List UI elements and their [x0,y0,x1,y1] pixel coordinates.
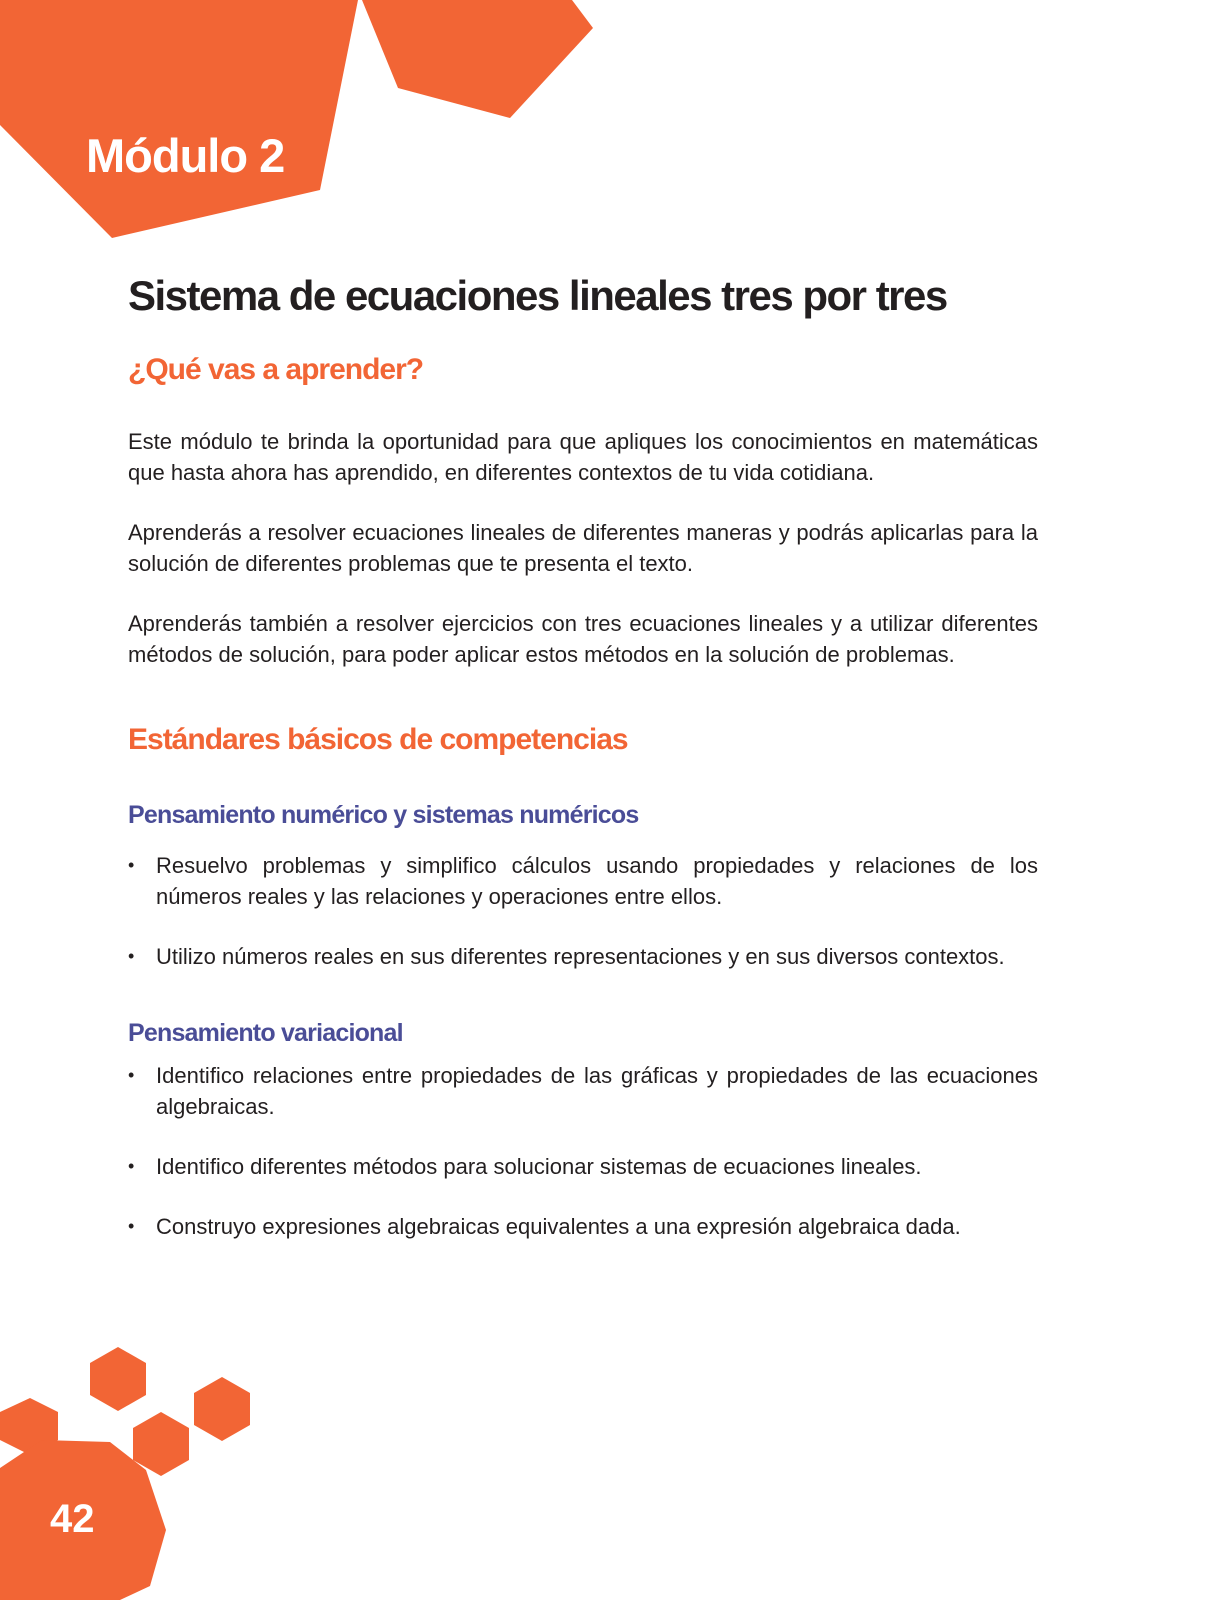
standards-list [128,850,1038,972]
list-item [128,1151,1038,1182]
list-item [128,850,1038,912]
list-item-text: Utilizo números reales en sus diferentes representaciones y en sus diversos contextos. [156,944,1005,969]
header-orange-corner-shape [362,0,593,118]
footer-hexagon [133,1412,189,1476]
learn-heading: ¿Qué vas a aprender? [128,353,424,386]
standards-list [128,1060,1038,1242]
page-number: 42 [50,1497,95,1541]
footer-hexagon [90,1347,146,1411]
bullet-icon: • [128,1065,135,1085]
learn-paragraph: Aprenderás a resolver ecuaciones lineales de diferentes maneras y podrás aplicarlas para la solución de diferentes problemas que te presenta el texto. [128,520,1038,576]
bullet-icon: • [128,855,135,875]
bullet-icon: • [128,946,135,966]
list-item-text: Construyo expresiones algebraicas equivalentes a una expresión algebraica dada. [156,1214,961,1239]
header-orange-shape [0,0,358,238]
list-item [128,1060,1038,1122]
learn-paragraph: Este módulo te brinda la oportunidad para que apliques los conocimientos en matemáticas que hasta ahora has aprendido, en diferentes contextos de tu vida cotidiana. [128,429,1038,485]
learn-paragraph: Aprenderás también a resolver ejercicios con tres ecuaciones lineales y a utilizar diferentes métodos de solución, para poder aplicar estos métodos en la solución de problemas. [128,611,1038,667]
footer-hexagon [194,1377,250,1441]
bullet-icon: • [128,1156,135,1176]
page-title: Sistema de ecuaciones lineales tres por tres [128,272,947,319]
standards-heading: Estándares básicos de competencias [128,723,628,756]
list-item [128,941,1038,972]
list-item [128,1211,1038,1242]
list-item-text: Resuelvo problemas y simplifico cálculos usando propiedades y relaciones de los números reales y las relaciones y operaciones entre ellos. [156,853,1038,909]
standards-group-heading: Pensamiento numérico y sistemas numéricos [128,801,639,829]
list-item-text: Identifico diferentes métodos para solucionar sistemas de ecuaciones lineales. [156,1154,922,1179]
page-content [128,268,1038,1242]
bullet-icon: • [128,1216,135,1236]
standards-group-heading: Pensamiento variacional [128,1019,403,1047]
module-label: Módulo 2 [86,129,285,182]
list-item-text: Identifico relaciones entre propiedades de las gráficas y propiedades de las ecuaciones algebraicas. [156,1063,1038,1119]
